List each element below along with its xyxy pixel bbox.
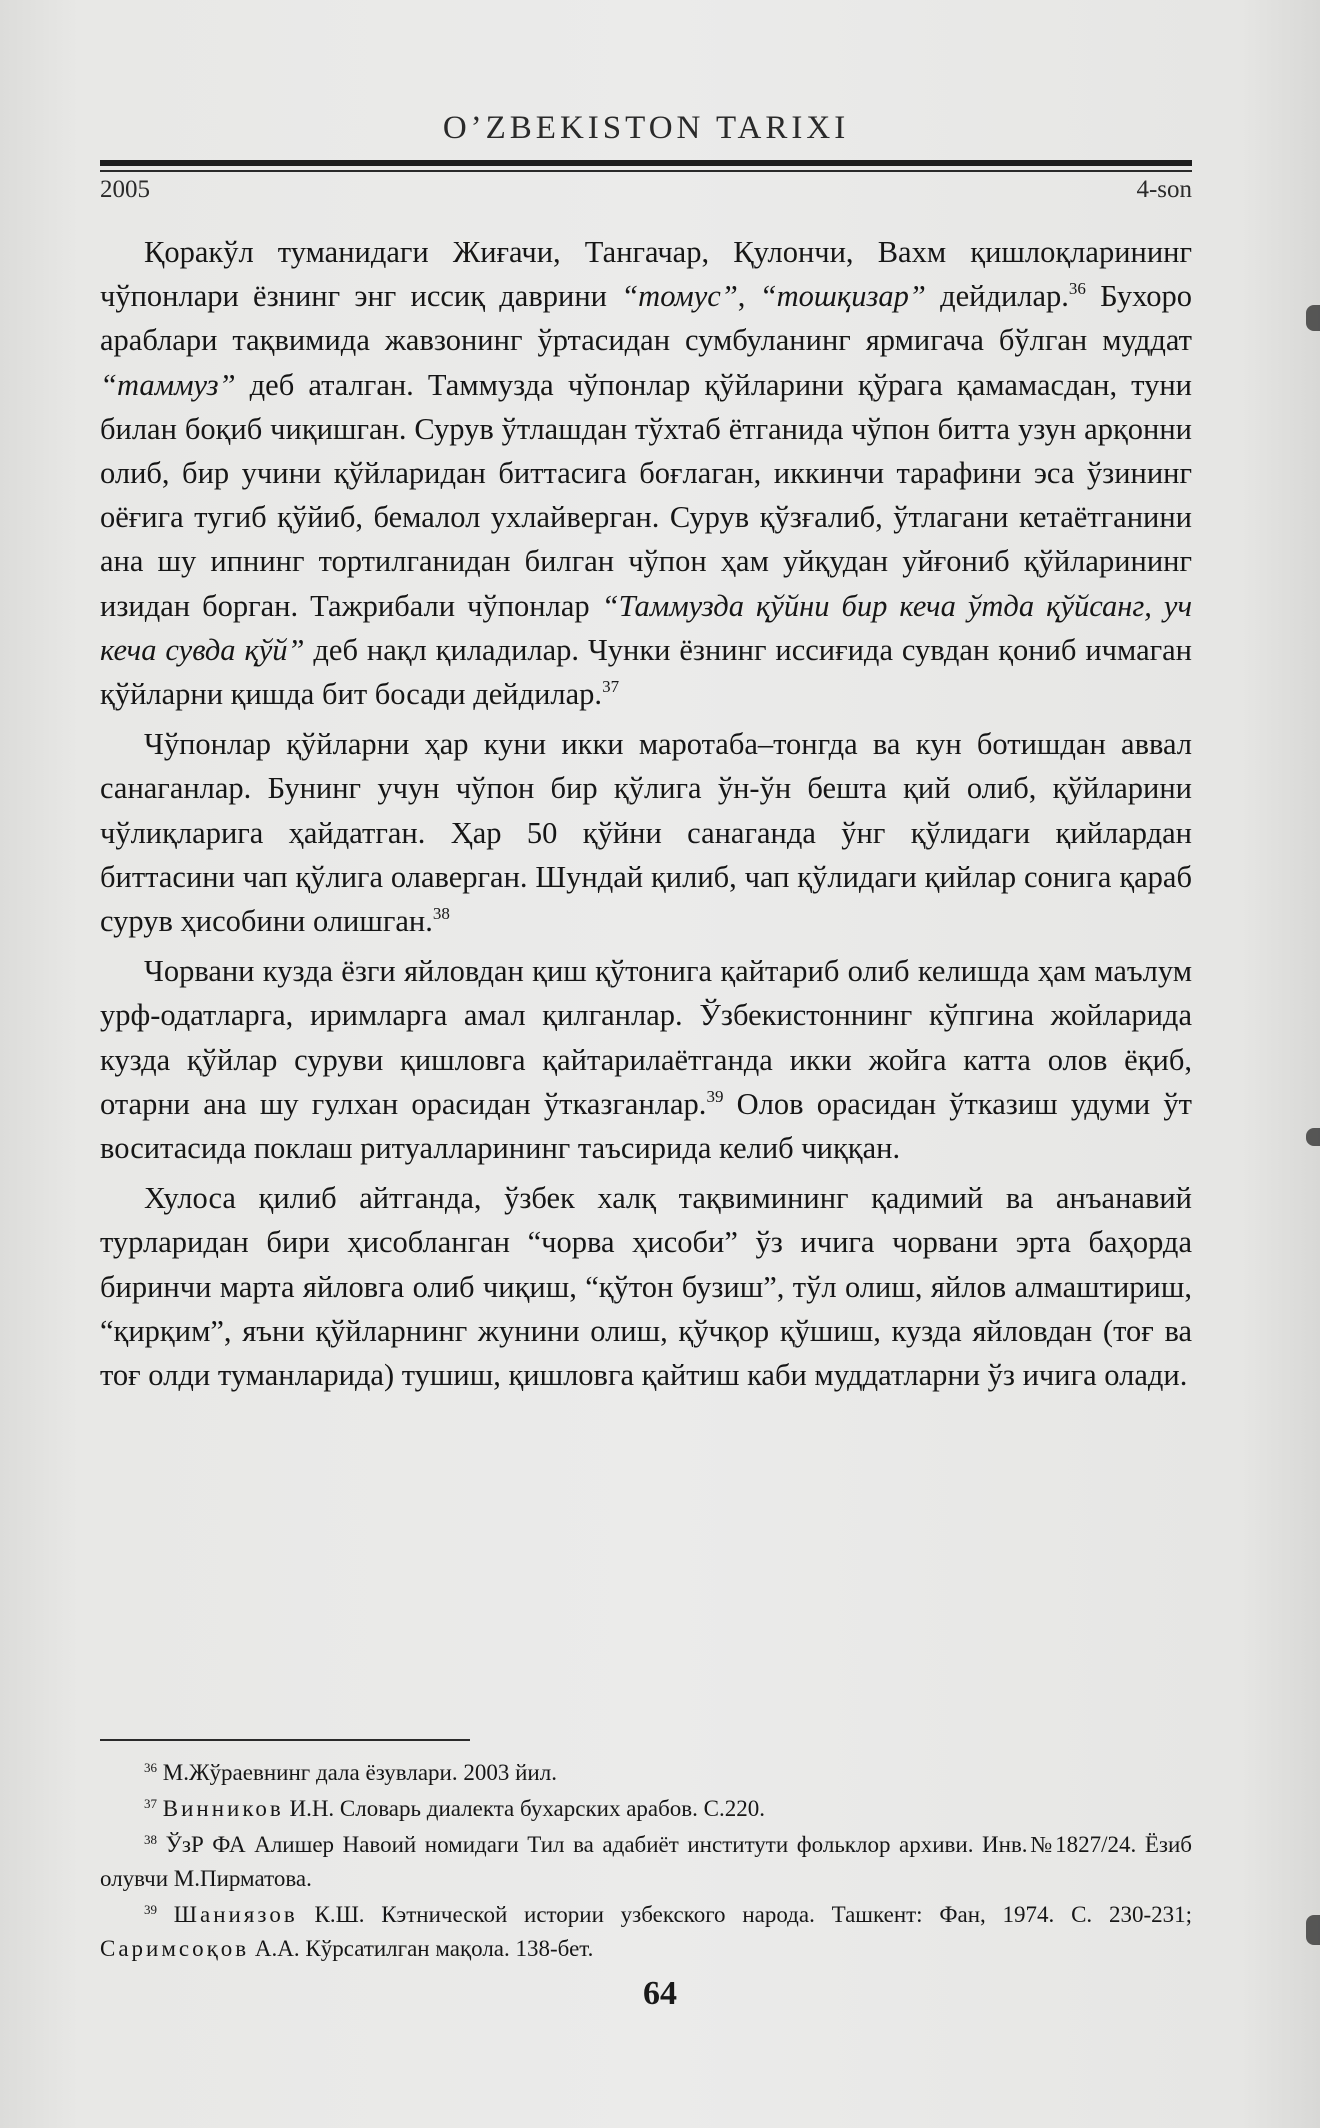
footnote-ref[interactable]: 37	[602, 677, 620, 697]
footnote-item: $^{38}$ ЎзР ФА Алишер Навоий номидаги Тил ва адабиёт институти фольклор архиви. Инв.№1827/24. Ёзиб олувчи М.Пирматова.	[100, 1832, 1192, 1891]
quoted-term: “тошқизар”	[759, 279, 926, 314]
quoted-term: “таммуз”	[100, 367, 236, 402]
quoted-term: “томус”	[621, 279, 738, 314]
page-edge-mark	[1306, 1915, 1320, 1945]
issue-number: 4-son	[1136, 176, 1192, 203]
footnote-item: $^{39}$ Шаниязов К.Ш. Кэтнической истории узбекского народа. Ташкент: Фан, 1974. С. 230-231; Саримсоқов А.А. Кўрсатилган мақола. 138-бет.	[100, 1902, 1193, 1961]
header-rule	[100, 160, 1192, 166]
footnote-ref[interactable]: 39	[706, 1086, 724, 1106]
header-meta	[100, 176, 1192, 204]
article-body	[100, 230, 1192, 1403]
author-name: Шаниязов	[173, 1902, 298, 1927]
footnote-item: $^{37}$ Винников И.Н. Словарь диалекта бухарских арабов. С.220.	[144, 1796, 766, 1821]
footnote-separator	[100, 1739, 470, 1741]
page-edge-mark	[1306, 1128, 1320, 1146]
footnotes	[100, 1756, 1192, 1968]
page-edge-mark	[1306, 305, 1320, 331]
quoted-proverb: “Таммузда қўйни бир кеча ўтда қўйсанг, уч кеча сувда қўй”	[100, 588, 1192, 667]
paragraph-3: Чорвани кузда ёзги яйловдан қиш қўтонига қайтариб олиб келишда ҳам маълум урф-одатларга, иримларга амал қилганлар. Ўзбекистоннинг кўпгина жойларида кузда қўйлар суруви қишловга қайтарилаётганда икки жойга катта олов ёқиб, отарни ана шу гулхан орасидан ўтказганлар.$^{39}$ Олов орасидан ўтказиш удуми ўт воситасида поклаш ритуалларининг таъсирида келиб чиққан.	[100, 954, 1192, 1166]
footnote-ref[interactable]: 36	[1068, 279, 1086, 299]
author-name: Винников	[162, 1796, 284, 1821]
page-number: 64	[643, 1975, 677, 2012]
journal-title: O’ZBEKISTON TARIXI	[442, 110, 850, 146]
year: 2005	[100, 176, 150, 203]
paragraph-2: Чўпонлар қўйларни ҳар куни икки маротаба–тонгда ва кун ботишдан аввал санаганлар. Бунинг учун чўпон бир қўлига ўн-ўн бешта қий олиб, қўйларини чўлиқларига ҳайдатган. Ҳар 50 қўйни санаганда ўнг қўлидаги қийлардан биттасини чап қўлига олаверган. Шундай қилиб, чап қўлидаги қийлар сонига қараб сурув ҳисобини олишган.$^{38}$	[100, 727, 1192, 939]
paragraph-4: Хулоса қилиб айтганда, ўзбек халқ тақвимининг қадимий ва анъанавий турларидан бири ҳисобланган “чорва ҳисоби” ўз ичига чорвани эрта баҳорда биринчи марта яйловга олиб чиқиш, “қўтон бузиш”, тўл олиш, яйлов алмаштириш, “қирқим”, яъни қўйларнинг жунини олиш, қўчқор қўшиш, кузда яйловдан (тоғ ва тоғ олди туманларида) тушиш, қишловга қайтиш каби муддатларни ўз ичига олади.	[100, 1181, 1192, 1393]
author-name: Саримсоқов	[100, 1936, 250, 1961]
footnote-ref[interactable]: 38	[432, 904, 450, 924]
paragraph-1: Қоракўл туманидаги Жиғачи, Тангачар, Қулончи, Вахм қишлоқларининг чўпонлари ёзнинг энг иссиқ даврини “томус”, “тошқизар” дейдилар.$^{36}$ Бухоро араблари тақвимида жавзонинг ўртасидан сумбуланинг ярмигача бўлган муддат “таммуз” деб аталган. Таммузда чўпонлар қўйларини қўрага қамамасдан, туни билан боқиб чиқишган. Сурув ўтлашдан тўхтаб ётганида чўпон битта узун арқонни олиб, бир учини қўйларидан биттасига боғлаган, иккинчи тарафини эса ўзининг оёғига тугиб қўйиб, бемалол ухлайверган. Сурув қўзғалиб, ўтлагани кетаётганини ана шу ипнинг тортилганидан билган чўпон ҳам уйқудан уйғониб қўйларининг изидан борган. Тажрибали чўпонлар “Таммузда қўйни бир кеча ўтда қўйсанг, уч кеча сувда қўй” деб нақл қиладилар. Чунки ёзнинг иссиғида сувдан қониб ичмаган қўйларни қишда бит босади дейдилар.$^{37}$	[100, 235, 1193, 712]
header-rule-thin	[100, 170, 1192, 172]
footnote-item: $^{36}$ М.Жўраевнинг дала ёзувлари. 2003 йил.	[144, 1760, 557, 1785]
